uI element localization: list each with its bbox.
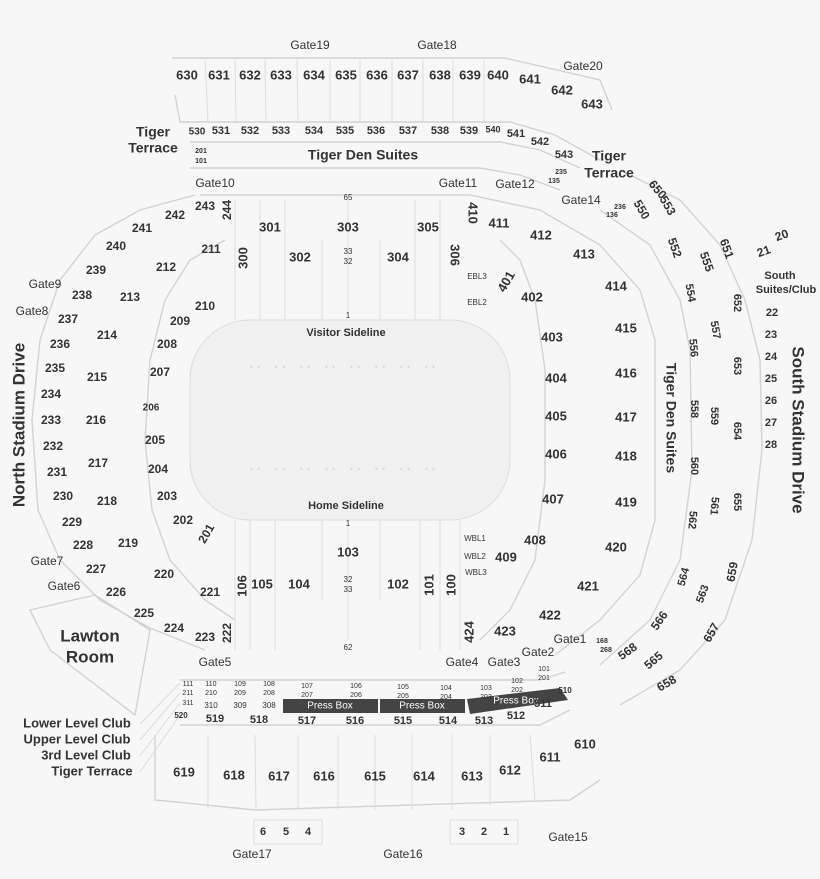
section-label[interactable]: 415	[615, 320, 637, 336]
section-label[interactable]: 540	[485, 124, 501, 135]
section-label[interactable]: 654	[731, 421, 744, 441]
section-label[interactable]: 416	[615, 365, 637, 381]
section-label[interactable]: 220	[153, 567, 175, 582]
svg-text:• •: • •	[349, 363, 361, 372]
section-label[interactable]: 201	[195, 521, 218, 546]
section-label[interactable]: 534	[304, 124, 324, 137]
section-label[interactable]: 561	[707, 496, 721, 516]
section-label[interactable]: 207	[301, 691, 313, 699]
gate-number[interactable]: 2	[480, 825, 488, 838]
gate-label: Gate19	[290, 38, 330, 53]
section-label[interactable]: 642	[551, 82, 573, 98]
section-label: 1	[345, 519, 351, 529]
section-label[interactable]: 212	[155, 260, 177, 275]
section-row-600-top	[176, 67, 603, 111]
home-sideline-label: Home Sideline	[308, 499, 384, 512]
section-label[interactable]: 611	[539, 749, 561, 765]
section-label[interactable]: 103	[480, 684, 492, 692]
section-label[interactable]: 513	[474, 714, 494, 727]
section-label[interactable]: 520	[174, 711, 188, 721]
gate-label: Gate12	[495, 177, 535, 192]
svg-text:• •: • •	[274, 363, 286, 372]
visitor-sideline-label: Visitor Sideline	[306, 326, 386, 339]
gate-number[interactable]: 1	[502, 825, 510, 838]
section-label[interactable]: 105	[397, 683, 409, 691]
section-label: 33	[343, 247, 353, 257]
section-label[interactable]: 222	[220, 622, 235, 644]
section-label: 65	[343, 193, 353, 203]
gate-numbers-bottom	[260, 826, 509, 838]
section-label[interactable]: 407	[542, 491, 564, 507]
section-label[interactable]: 619	[173, 764, 195, 780]
section-label[interactable]: 612	[499, 762, 521, 778]
section-label[interactable]: 405	[545, 408, 567, 424]
section-label[interactable]: 104	[288, 576, 310, 592]
section-label[interactable]: 640	[487, 67, 509, 83]
section-label[interactable]: 238	[71, 288, 93, 303]
section-visitor-side	[235, 193, 627, 320]
section-label[interactable]: 202	[511, 686, 523, 694]
section-label[interactable]: 234	[40, 387, 62, 402]
tiger-terrace-label: Terrace	[128, 139, 178, 156]
section-label[interactable]: 639	[459, 67, 481, 83]
section-label[interactable]: 560	[688, 456, 701, 476]
svg-text:• •: • •	[349, 465, 361, 474]
gate-label: Gate8	[15, 304, 49, 319]
section-label[interactable]: 563	[694, 583, 712, 605]
section-label[interactable]: 558	[688, 399, 701, 419]
section-label[interactable]: 207	[149, 365, 171, 380]
gate-number[interactable]: 6	[259, 825, 267, 838]
section-label[interactable]: 110	[205, 680, 217, 688]
section-label[interactable]: 237	[57, 312, 79, 327]
tiger-terrace-label: Tiger	[136, 123, 170, 140]
section-label[interactable]: 511	[534, 697, 552, 710]
section-label[interactable]: EBL3	[467, 272, 487, 282]
gate-label: Gate2	[521, 645, 555, 660]
section-label[interactable]: 610	[574, 736, 596, 752]
section-label[interactable]: 422	[539, 607, 561, 623]
gate-label: Gate9	[28, 277, 62, 292]
section-label[interactable]: 408	[524, 532, 546, 548]
section-label[interactable]: 308	[262, 701, 276, 711]
section-label: 62	[343, 643, 353, 653]
lawton-room-label: Lawton	[60, 626, 120, 646]
section-label[interactable]: 219	[117, 536, 139, 551]
section-label[interactable]: 630	[176, 67, 198, 83]
section-label[interactable]: 301	[259, 219, 281, 235]
svg-text:• •: • •	[324, 363, 336, 372]
section-label[interactable]: 104	[440, 684, 452, 692]
section-label[interactable]: 536	[366, 124, 386, 137]
legend-lower-club: Lower Level Club	[23, 715, 131, 731]
section-label[interactable]: 552	[664, 235, 685, 260]
section-label[interactable]: 305	[417, 219, 439, 235]
south-suites-label: Suites/Club	[755, 283, 817, 296]
section-label[interactable]: 28	[764, 438, 778, 451]
section-label[interactable]: 209	[234, 689, 246, 697]
section-label[interactable]: 304	[387, 249, 409, 265]
section-label[interactable]: 562	[685, 510, 699, 530]
section-label[interactable]: 403	[541, 329, 563, 345]
section-label[interactable]: 653	[731, 356, 744, 376]
section-label[interactable]: 564	[675, 566, 693, 588]
section-label[interactable]: 204	[147, 462, 169, 477]
section-label[interactable]: 217	[87, 456, 109, 471]
section-label[interactable]: 221	[199, 585, 221, 600]
section-label[interactable]: 109	[234, 680, 246, 688]
section-label[interactable]: 637	[397, 67, 419, 83]
gate-label: Gate3	[487, 655, 521, 670]
section-label[interactable]: 535	[335, 124, 355, 137]
section-label[interactable]: 211	[182, 689, 194, 697]
section-label[interactable]: 641	[519, 71, 541, 87]
gate-label: Gate16	[383, 847, 423, 862]
section-label[interactable]: 519	[205, 712, 225, 725]
section-label[interactable]: 618	[223, 767, 245, 783]
section-label: 32	[343, 257, 353, 267]
section-label[interactable]: 201	[538, 674, 550, 682]
section-label[interactable]: 539	[459, 124, 479, 137]
section-label[interactable]: 617	[268, 768, 290, 784]
gate-number[interactable]: 5	[282, 825, 290, 838]
section-label[interactable]: 243	[194, 199, 216, 214]
section-label[interactable]: 206	[350, 691, 362, 699]
section-label[interactable]: 25	[764, 372, 778, 385]
north-stadium-drive-label: North Stadium Drive	[9, 342, 29, 508]
section-label[interactable]: 515	[393, 714, 413, 727]
section-label[interactable]: 414	[605, 278, 627, 294]
section-label[interactable]: 311	[182, 699, 194, 707]
section-label[interactable]: 203	[480, 693, 492, 701]
section-label[interactable]: 105	[251, 576, 273, 592]
section-label[interactable]: 417	[615, 409, 637, 425]
legend-tiger-terrace: Tiger Terrace	[51, 763, 133, 779]
svg-text:• •: • •	[299, 363, 311, 372]
section-label[interactable]: 103	[337, 544, 359, 560]
section-label[interactable]: 23	[764, 328, 778, 341]
section-label[interactable]: 106	[234, 575, 250, 597]
section-label[interactable]: 101	[421, 574, 437, 596]
section-label[interactable]: 303	[337, 219, 359, 235]
section-label[interactable]: WBL2	[464, 552, 486, 562]
press-box-label: Press Box	[307, 700, 353, 712]
section-label[interactable]: 559	[708, 406, 721, 426]
section-label[interactable]: 236	[49, 337, 71, 352]
section-label[interactable]: 224	[163, 621, 185, 636]
section-label[interactable]: 218	[96, 494, 118, 509]
section-label[interactable]: 208	[156, 337, 178, 352]
section-label[interactable]: 235	[44, 361, 66, 376]
section-label[interactable]: 225	[133, 606, 155, 621]
legend-3rd-club: 3rd Level Club	[41, 747, 131, 763]
svg-text:• •: • •	[374, 363, 386, 372]
section-label[interactable]: 650	[645, 177, 670, 202]
section-label[interactable]: 659	[723, 560, 741, 583]
section-label[interactable]: 518	[249, 713, 269, 726]
section-label[interactable]: 223	[194, 630, 216, 645]
section-label[interactable]: 203	[156, 489, 178, 504]
section-label[interactable]: 419	[615, 494, 637, 510]
section-label[interactable]: 565	[641, 648, 666, 673]
section-label[interactable]: 168	[596, 637, 608, 645]
gate-label: Gate17	[232, 847, 272, 862]
section-label[interactable]: 107	[301, 682, 313, 690]
south-suites-label: South	[764, 269, 796, 282]
gate-label: Gate10	[195, 176, 235, 191]
section-label[interactable]: 210	[194, 299, 216, 314]
section-label[interactable]: 517	[297, 714, 317, 727]
section-label[interactable]: 204	[440, 693, 452, 701]
section-label[interactable]: 531	[211, 124, 231, 137]
section-label[interactable]: 209	[169, 314, 191, 329]
section-label[interactable]: 510	[558, 686, 572, 696]
tiger-terrace-label: Terrace	[584, 164, 634, 181]
section-label[interactable]: 309	[233, 701, 247, 711]
section-label[interactable]: 210	[205, 689, 217, 697]
section-label[interactable]: 406	[545, 446, 567, 462]
section-label[interactable]: 566	[647, 608, 671, 633]
section-label[interactable]: 424	[461, 621, 477, 643]
section-label[interactable]: 413	[573, 246, 595, 262]
section-label[interactable]: 26	[764, 394, 778, 407]
lawton-room-label: Room	[65, 647, 115, 667]
section-label[interactable]: 227	[85, 562, 107, 577]
section-label[interactable]: 226	[105, 585, 127, 600]
section-label[interactable]: EBL2	[467, 298, 487, 308]
gate-number[interactable]: 3	[458, 825, 466, 838]
section-label[interactable]: 22	[765, 306, 779, 319]
section-label[interactable]: 538	[430, 124, 450, 137]
section-label[interactable]: 655	[731, 492, 744, 512]
svg-text:• •: • •	[399, 465, 411, 474]
section-label[interactable]: 214	[96, 328, 118, 343]
section-label[interactable]: 409	[495, 549, 517, 565]
section-label[interactable]: 554	[682, 282, 698, 304]
section-label[interactable]: 542	[530, 135, 550, 148]
svg-text:• •: • •	[399, 363, 411, 372]
section-label[interactable]: 615	[364, 768, 386, 784]
section-label[interactable]: 632	[239, 67, 261, 83]
section-label[interactable]: 633	[270, 67, 292, 83]
svg-text:• •: • •	[274, 465, 286, 474]
section-label[interactable]: 401	[494, 268, 519, 295]
section-label[interactable]: 658	[654, 672, 679, 695]
south-stadium-drive-label: South Stadium Drive	[788, 346, 808, 514]
tiger-den-suites-label: Tiger Den Suites	[663, 362, 680, 474]
gate-label: Gate7	[30, 554, 64, 569]
section-label[interactable]: 614	[413, 768, 435, 784]
section-label[interactable]: 532	[240, 124, 260, 137]
section-label[interactable]: 411	[488, 215, 510, 231]
section-label[interactable]: 24	[764, 350, 778, 363]
section-label[interactable]: 550	[630, 197, 653, 222]
section-label[interactable]: 541	[506, 127, 526, 140]
section-label[interactable]: 643	[581, 96, 603, 112]
section-label[interactable]: 211	[201, 242, 221, 257]
section-label[interactable]: 244	[220, 199, 235, 221]
svg-text:• •: • •	[299, 465, 311, 474]
section-label[interactable]: 616	[313, 768, 335, 784]
section-label[interactable]: 233	[40, 413, 62, 428]
section-row-600-bottom	[173, 736, 596, 783]
section-label[interactable]: 635	[335, 67, 357, 83]
section-label[interactable]: 241	[131, 221, 153, 236]
gate-label: Gate11	[438, 176, 478, 191]
section-label: 33	[343, 585, 353, 595]
gate-number[interactable]: 4	[304, 825, 312, 838]
section-label[interactable]: 404	[545, 370, 567, 386]
section-label[interactable]: 514	[438, 714, 458, 727]
section-label[interactable]: 652	[731, 293, 744, 313]
svg-text:• •: • •	[249, 465, 261, 474]
section-label[interactable]: 135	[548, 177, 560, 185]
gate-label: Gate15	[548, 830, 588, 845]
svg-text:• •: • •	[324, 465, 336, 474]
section-label[interactable]: 421	[577, 578, 599, 594]
section-label[interactable]: 657	[700, 620, 723, 645]
section-label[interactable]: 239	[85, 263, 107, 278]
section-label[interactable]: 21	[755, 242, 773, 261]
section-label[interactable]: 636	[366, 67, 388, 83]
section-label: 1	[345, 311, 351, 321]
section-label[interactable]: 232	[42, 439, 64, 454]
section-label[interactable]: 651	[716, 236, 737, 261]
section-label[interactable]: 300	[235, 247, 251, 269]
section-label[interactable]: 310	[204, 701, 218, 711]
section-label[interactable]: 201	[195, 147, 207, 155]
section-label[interactable]: 202	[172, 513, 194, 528]
section-label[interactable]: 102	[511, 677, 523, 685]
svg-text:• •: • •	[374, 465, 386, 474]
section-label[interactable]: 101	[195, 157, 207, 165]
press-box-label: Press Box	[399, 700, 445, 712]
section-label[interactable]: 240	[105, 239, 127, 254]
section-label[interactable]: 537	[398, 124, 418, 137]
gate-label: Gate18	[417, 38, 457, 53]
legend-upper-club: Upper Level Club	[23, 731, 131, 747]
press-box-label: Press Box	[493, 695, 539, 707]
section-label[interactable]: 302	[289, 249, 311, 265]
gate-label: Gate20	[563, 59, 603, 74]
section-label[interactable]: WBL1	[464, 534, 486, 544]
section-label[interactable]: 215	[86, 370, 108, 385]
section-label[interactable]: 242	[164, 208, 186, 223]
section-label[interactable]: 268	[600, 646, 612, 654]
section-label[interactable]: 106	[350, 682, 362, 690]
tiger-den-suites-label: Tiger Den Suites	[307, 146, 419, 163]
section-label[interactable]: 543	[554, 148, 574, 161]
section-label[interactable]: 102	[387, 576, 409, 592]
section-label[interactable]: 236	[614, 203, 626, 211]
svg-text:• •: • •	[424, 465, 436, 474]
section-label[interactable]: 229	[61, 515, 83, 530]
section-label[interactable]: 205	[397, 692, 409, 700]
section-label[interactable]: 410	[465, 202, 481, 224]
section-label[interactable]: 213	[119, 290, 141, 305]
svg-text:• •: • •	[424, 363, 436, 372]
section-label[interactable]: 512	[506, 709, 526, 722]
section-label[interactable]: 100	[443, 574, 459, 596]
section-label[interactable]: 553	[656, 193, 679, 218]
press-boxes	[283, 688, 568, 714]
gate-label: Gate1	[553, 632, 587, 647]
section-label[interactable]: 136	[606, 211, 618, 219]
section-label[interactable]: 412	[530, 227, 552, 243]
tiger-terrace-label: Tiger	[592, 147, 626, 164]
section-label[interactable]: 556	[686, 338, 700, 358]
section-label[interactable]: 418	[615, 448, 637, 464]
section-label[interactable]: 516	[345, 714, 365, 727]
section-label[interactable]: 423	[494, 623, 516, 639]
gate-label: Gate14	[561, 193, 601, 208]
gate-label: Gate5	[198, 655, 232, 670]
section-label[interactable]: 555	[696, 249, 717, 274]
section-label[interactable]: 208	[263, 689, 275, 697]
section-label[interactable]: 108	[263, 680, 275, 688]
section-label[interactable]: 568	[615, 639, 640, 663]
section-label[interactable]: 530	[188, 126, 206, 138]
section-label[interactable]: 231	[46, 465, 68, 480]
section-label[interactable]: 230	[52, 489, 74, 504]
gate-label: Gate6	[47, 579, 81, 594]
section-label[interactable]: 631	[208, 67, 230, 83]
section-label[interactable]: 216	[85, 413, 107, 428]
section-label[interactable]: 420	[605, 539, 627, 555]
section-label[interactable]: 402	[521, 289, 543, 305]
section-label[interactable]: 20	[773, 226, 791, 245]
section-label[interactable]: 638	[429, 67, 451, 83]
section-label[interactable]: 557	[707, 319, 723, 341]
section-label[interactable]: 206	[142, 402, 160, 414]
section-label[interactable]: WBL3	[465, 568, 487, 578]
section-label[interactable]: 533	[271, 124, 291, 137]
section-label[interactable]: 634	[303, 67, 325, 83]
section-label[interactable]: 306	[447, 244, 463, 266]
section-label[interactable]: 111	[182, 680, 194, 688]
gate-label: Gate4	[445, 655, 479, 670]
section-label[interactable]: 27	[764, 416, 778, 429]
svg-text:• •: • •	[249, 363, 261, 372]
section-label[interactable]: 101	[538, 665, 550, 673]
section-label[interactable]: 205	[144, 433, 166, 448]
section-label[interactable]: 235	[555, 168, 567, 176]
section-label[interactable]: 613	[461, 768, 483, 784]
section-label[interactable]: 228	[72, 538, 94, 553]
section-label: 32	[343, 575, 353, 585]
